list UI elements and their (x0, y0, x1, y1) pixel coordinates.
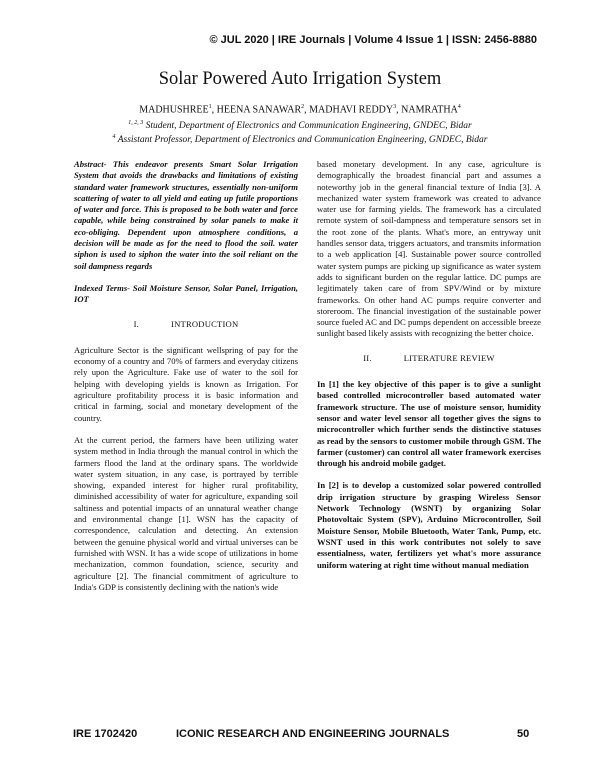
author-name: HEENA SANAWAR (216, 104, 302, 116)
paragraph: based monetary development. In any case, agriculture is demographically the broadest financial part and assumes a noteworthy job in the general financial texture of India [3]. A mechanized water system framework was created to advance water use for farming yields. The framework has a circulated remote system of soil-dampness and temperature sensors set in the root zone of the plants. What's more, an entryway unit handles sensor data, triggers actuators, and transmits information to a web application [4]. Sustainable power source controlled water system pumps are picking up significance as water system adds to significant burden on the regular lattice. DC pumps are legitimately taken care of from SPV/Wind or by mixture frameworks. On other hand AC pumps require converter and storeroom. The financial investigation of the sustainable power source fueled AC and DC pumps dependent on accessible breeze sunlight based likely assists with recognizing the better choice. (317, 159, 541, 339)
paragraph: In [1] the key objective of this paper is to give a sunlight based controlled microcontroller based automated water framework structure. The use of moisture sensor, humidity sensor and water level sensor all together gives the signs to microcontroller which further sends the distinctive statuses as read by the sensors to customer mobile through GSM. The farmer (customer) can control all water framework exercises through his android mobile gadget. (317, 379, 542, 469)
paper-title: Solar Powered Auto Irrigation System (158, 69, 442, 89)
paragraph: At the current period, the farmers have been utilizing water system method in India through the manual control in which the farmers flood the land at the ordinary spans. The worldwide water system situation, in any case, is portrayed by terrible showing, expanded interest for higher rural profitability, diminished accessibility of water for agriculture, expanding soil saltiness and potential impacts of an unnatural weather change and environmental change [1]. WSN has the capacity of correspondence, calculation and detecting. An extension between the genuine physical world and virtual universes can be furnished with WSN. It has a wide scope of utilizations in home mechanization, common foundation, science, security and agriculture [2]. The financial commitment of agriculture to India's GDP is consistently declining with the nation's wide (74, 434, 298, 592)
affiliation: $^{1, 2, 3}$ Student, Department of Electronics and Communication Engineering, GNDEC, Bidar (128, 120, 472, 132)
paragraph: Agriculture Sector is the significant wellspring of pay for the economy of a country and 70% of farmers and everyday citizens rely upon the Agriculture. Fake use of water to the soil for helping with developing yields is known as Irrigation. For agriculture profitability process it is basic information and critical in farming, social and monetary development of the country. (74, 344, 298, 423)
footer-id: IRE 1702420 (73, 728, 138, 740)
author-list: MADHUSHREE$^1$, HEENA SANAWAR$^2$, MADHAVI REDDY$^3$, NAMRATHA$^4$ (139, 104, 461, 116)
section-heading: II. LITERATURE REVIEW (363, 352, 495, 363)
author-name: MADHUSHREE (139, 104, 209, 116)
footer-journal: ICONIC RESEARCH AND ENGINEERING JOURNALS (176, 728, 450, 740)
right-column (317, 159, 541, 582)
journal-header: © JUL 2020 | IRE Journals | Volume 4 Issue 1 | ISSN: 2456-8880 (209, 34, 537, 46)
author-name: MADHAVI REDDY (309, 104, 394, 116)
paragraph: In [2] is to develop a customized solar powered controlled drip irrigation structure by grasping Wireless Sensor Network Technology (WSNT) by organizing Solar Photovoltaic System (SPV), Arduino Microcontroller, Soil Moisture Sensor, Mobile Bluetooth, Water Tank, Pump, etc. WSNT used in this work contributes not solely to save essentialness, water, fertilizers yet what's more assurance uniform watering at right time without manual mediation (317, 480, 541, 570)
index-terms: Indexed Terms- Soil Moisture Sensor, Solar Panel, Irrigation, IOT (74, 282, 298, 305)
section-heading: I. INTRODUCTION (133, 318, 239, 329)
abstract: Abstract- This endeavor presents Smart Solar Irrigation System that avoids the drawbacks and limitations of existing standard water framework structures, essentially non-uniform scattering of water to all yield and eating up futile proportions of water and force. This is proposed to be both water and force capable, while being constrained by solar panels to make it eco-obliging. Dependent upon atmosphere conditions, a decision will be made as for the need to flood the soil. water siphon is used to siphon the water into the soil reliant on the soil dampness regards (74, 159, 298, 271)
page-number: 50 (517, 728, 530, 740)
author-name: NAMRATHA (401, 104, 458, 116)
left-column (74, 159, 298, 604)
affiliation: $^4$ Assistant Professor, Department of Electronics and Communication Engineering, GNDEC, Bidar (112, 134, 488, 146)
